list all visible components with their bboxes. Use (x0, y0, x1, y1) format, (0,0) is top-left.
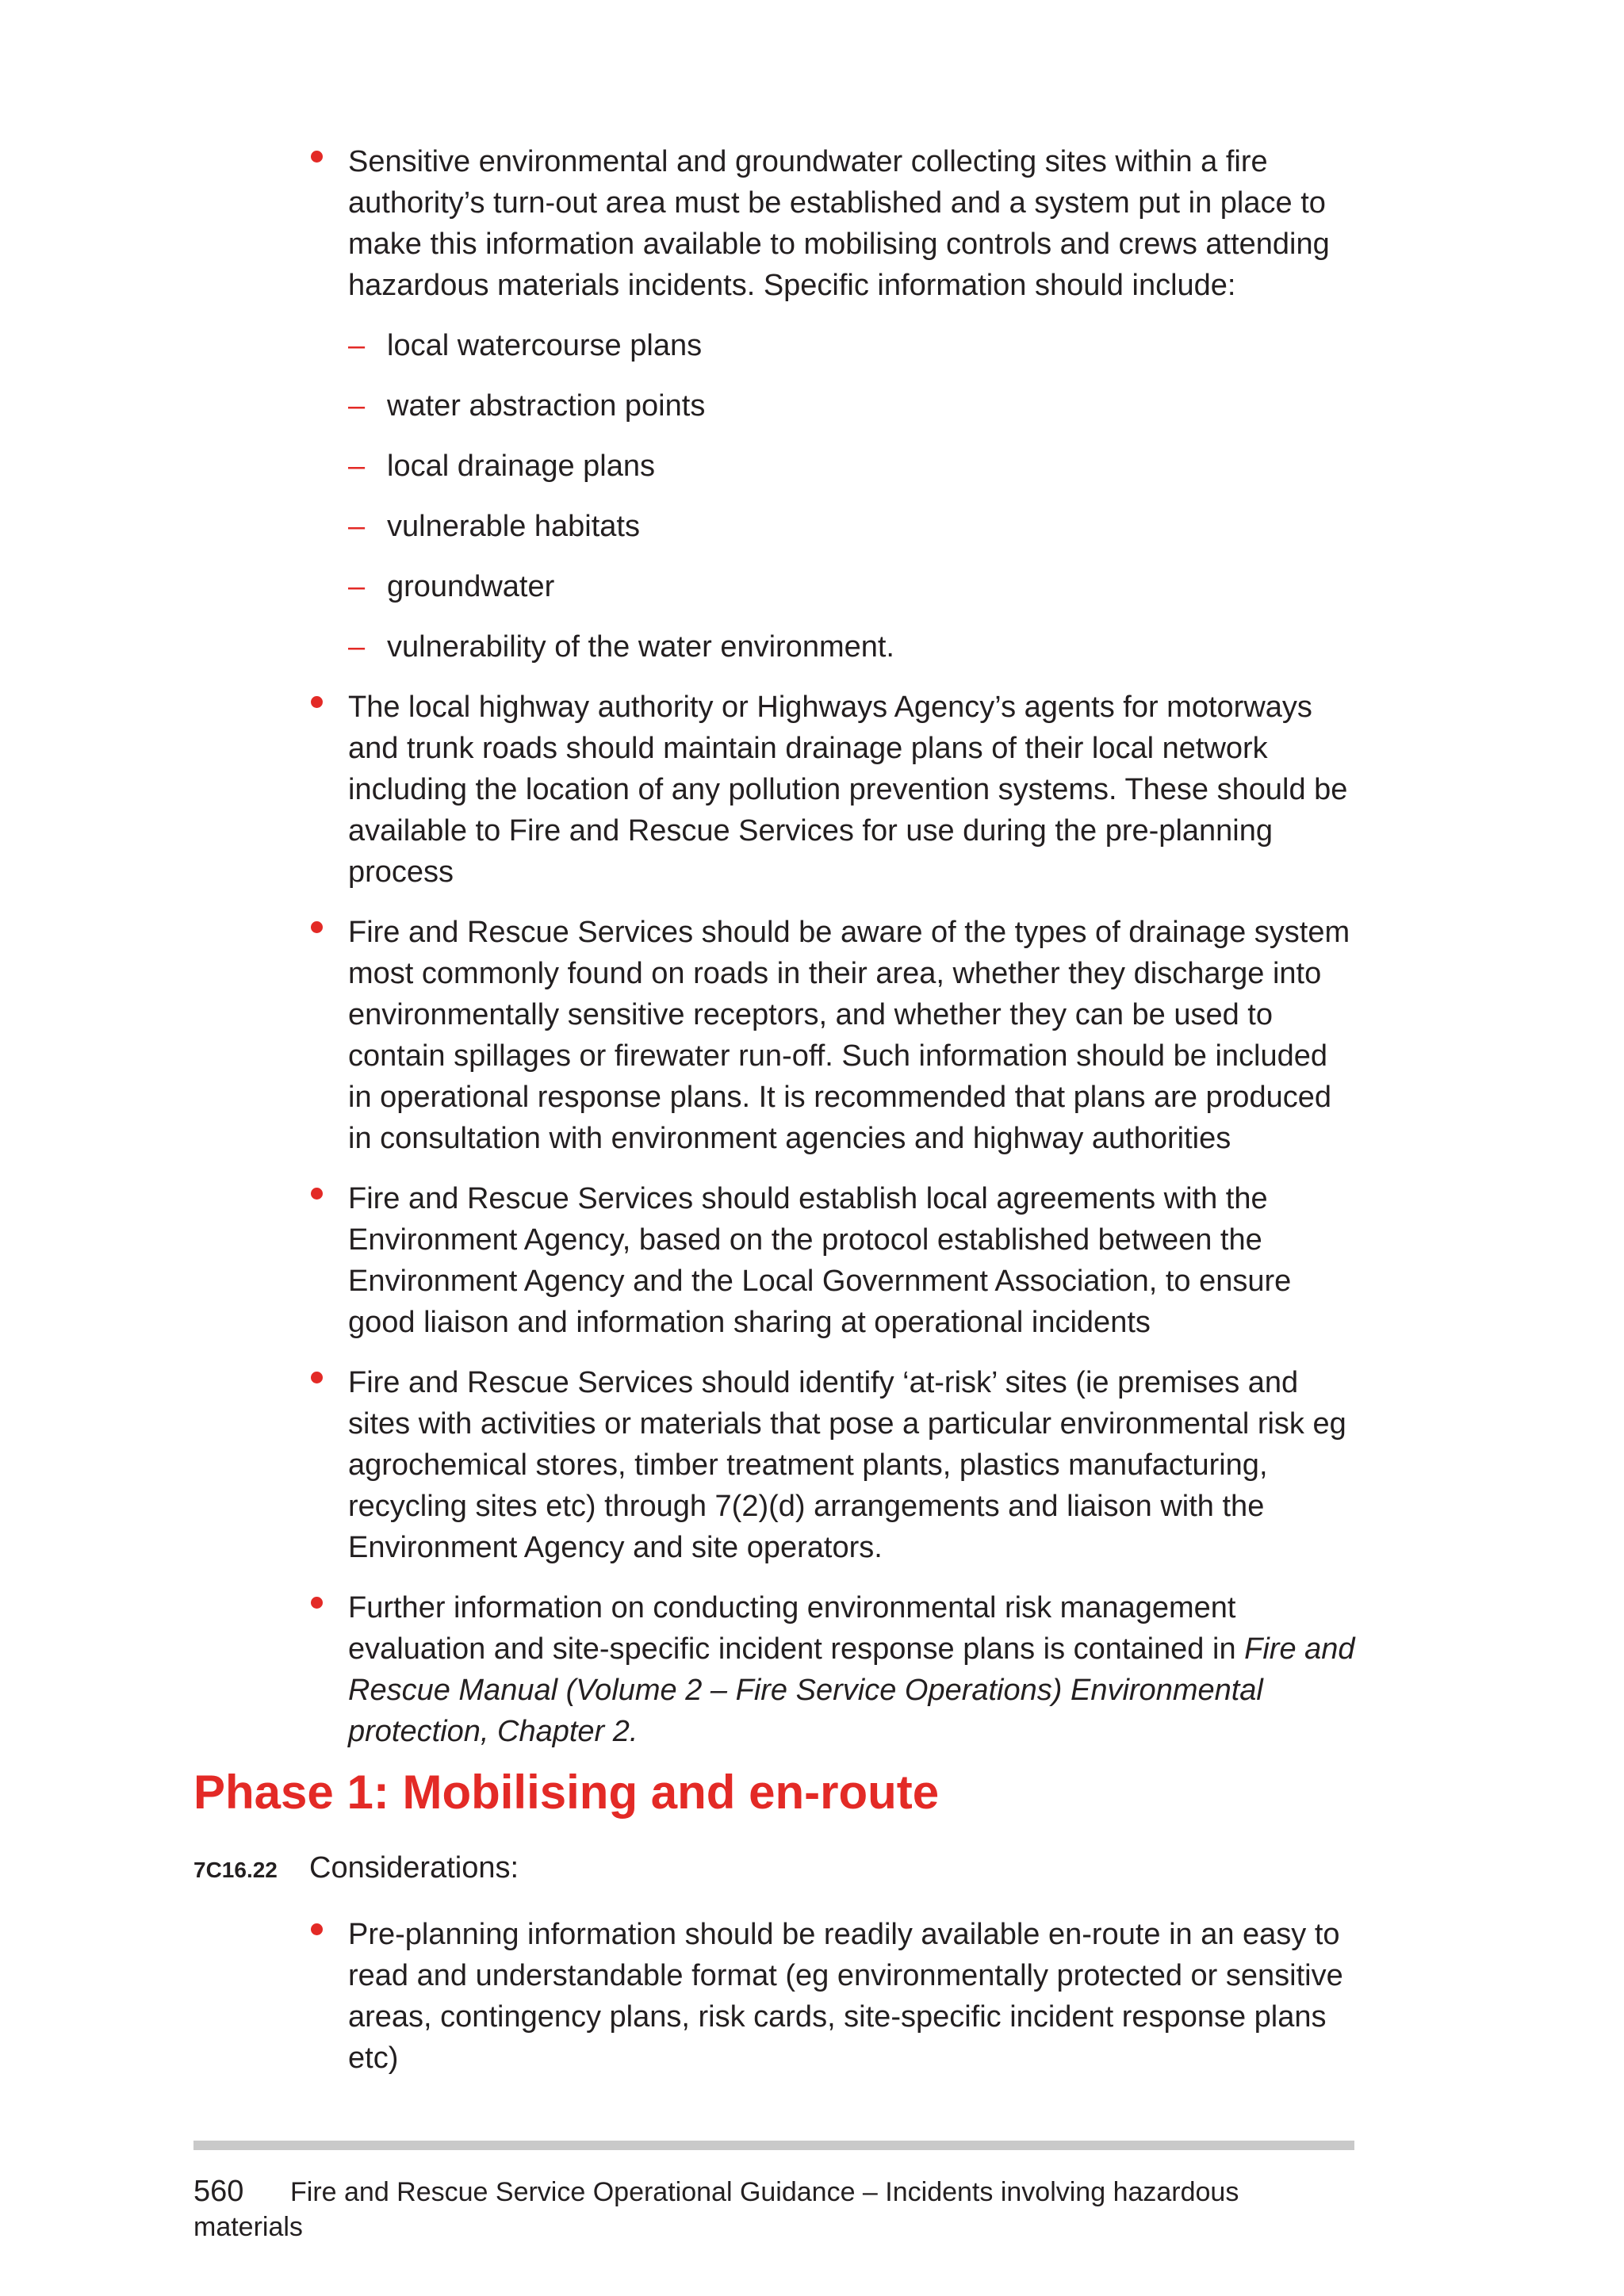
sub-list-item (348, 446, 1359, 487)
bullet-dot-icon (311, 1372, 323, 1383)
dash-icon: – (348, 450, 366, 483)
lower-bullet-list (193, 1914, 1359, 2079)
bullet-text: Fire and Rescue Services should identify ‘at-risk’ sites (ie premises and sites with activities or materials that pose a particular environmental risk eg agrochemical stores, timber treatment plants, plastics manufacturing, recycling sites etc) through 7(2)(d) arrangements and liaison with the Environment Agency and site operators. (348, 1366, 1346, 1564)
list-item (193, 687, 1359, 893)
list-item (193, 1362, 1359, 1568)
bullet-text: Pre-planning information should be readily available en-route in an easy to read and understandable format (eg environmentally protected or sensitive areas, contingency plans, risk cards, site-specific incident response plans etc) (348, 1918, 1343, 2075)
bullet-text: Fire and Rescue Services should establish local agreements with the Environment Agency, based on the protocol established between the Environment Agency and the Local Government Association, to ensure good liaison and information sharing at operational incidents (348, 1182, 1292, 1339)
dash-icon: – (348, 389, 366, 423)
sub-item-text: local drainage plans (387, 450, 656, 483)
upper-bullet-list (193, 141, 1359, 1752)
list-item (193, 1914, 1359, 2079)
manual-reference: Fire and Rescue Manual (Volume 2 – Fire Service Operations) Environmental protection, Chapter 2. (348, 1632, 1355, 1748)
page-number: 560 (193, 2175, 244, 2208)
sub-list-item (348, 566, 1359, 607)
bullet-dot-icon (311, 921, 323, 933)
section-heading: Phase 1: Mobilising and en-route (193, 1766, 940, 1819)
dash-icon: – (348, 570, 366, 603)
list-item (193, 1178, 1359, 1343)
bullet-dot-icon (311, 151, 323, 163)
sub-list-item (348, 325, 1359, 366)
bullet-dot-icon (311, 1188, 323, 1200)
lower-bullet-list-container (193, 1914, 1359, 2098)
paragraph-number: 7C16.22 (193, 1858, 278, 1882)
bullet-text: Further information on conducting environmental risk management evaluation and site-specific incident response plans is contained in (348, 1591, 1245, 1666)
sub-item-text: water abstraction points (387, 389, 706, 423)
sub-item-text: local watercourse plans (387, 329, 703, 362)
numbered-paragraph (193, 1847, 1359, 1891)
list-item (193, 912, 1359, 1159)
sub-list-item (348, 385, 1359, 427)
sub-list-item (348, 626, 1359, 668)
list-item (193, 141, 1359, 668)
dash-icon: – (348, 329, 366, 362)
bullet-text: Fire and Rescue Services should be aware of the types of drainage system most commonly found on roads in their area, whether they discharge into environmentally sensitive receptors, and whether they can be used to contain spillages or firewater run-off. Such information should be included in operational response plans. It is recommended that plans are produced in consultation with environment agencies and highway authorities (348, 916, 1350, 1155)
footer-rule (193, 2141, 1354, 2150)
dash-icon: – (348, 510, 366, 543)
sub-list (348, 325, 1359, 668)
upper-bullet-list-container (193, 141, 1359, 1771)
sub-list-item (348, 506, 1359, 547)
sub-item-text: vulnerable habitats (387, 510, 640, 543)
bullet-dot-icon (311, 1597, 323, 1609)
sub-item-text: groundwater (387, 570, 555, 603)
bullet-dot-icon (311, 696, 323, 708)
footer-title: Fire and Rescue Service Operational Guidance – Incidents involving hazardous materials (193, 2177, 1239, 2242)
list-item (193, 1587, 1359, 1752)
bullet-text: The local highway authority or Highways Agency’s agents for motorways and trunk roads should maintain drainage plans of their local network including the location of any pollution prevention systems. These should be available to Fire and Rescue Services for use during the pre-planning process (348, 691, 1348, 889)
bullet-dot-icon (311, 1923, 323, 1935)
sub-item-text: vulnerability of the water environment. (387, 630, 894, 664)
dash-icon: – (348, 630, 366, 664)
page-footer (193, 2174, 1354, 2244)
bullet-text: Sensitive environmental and groundwater collecting sites within a fire authority’s turn-out area must be established and a system put in place to make this information available to mobilising controls and crews attending hazardous materials incidents. Specific information should include: (348, 145, 1330, 302)
paragraph-text: Considerations: (309, 1851, 519, 1885)
